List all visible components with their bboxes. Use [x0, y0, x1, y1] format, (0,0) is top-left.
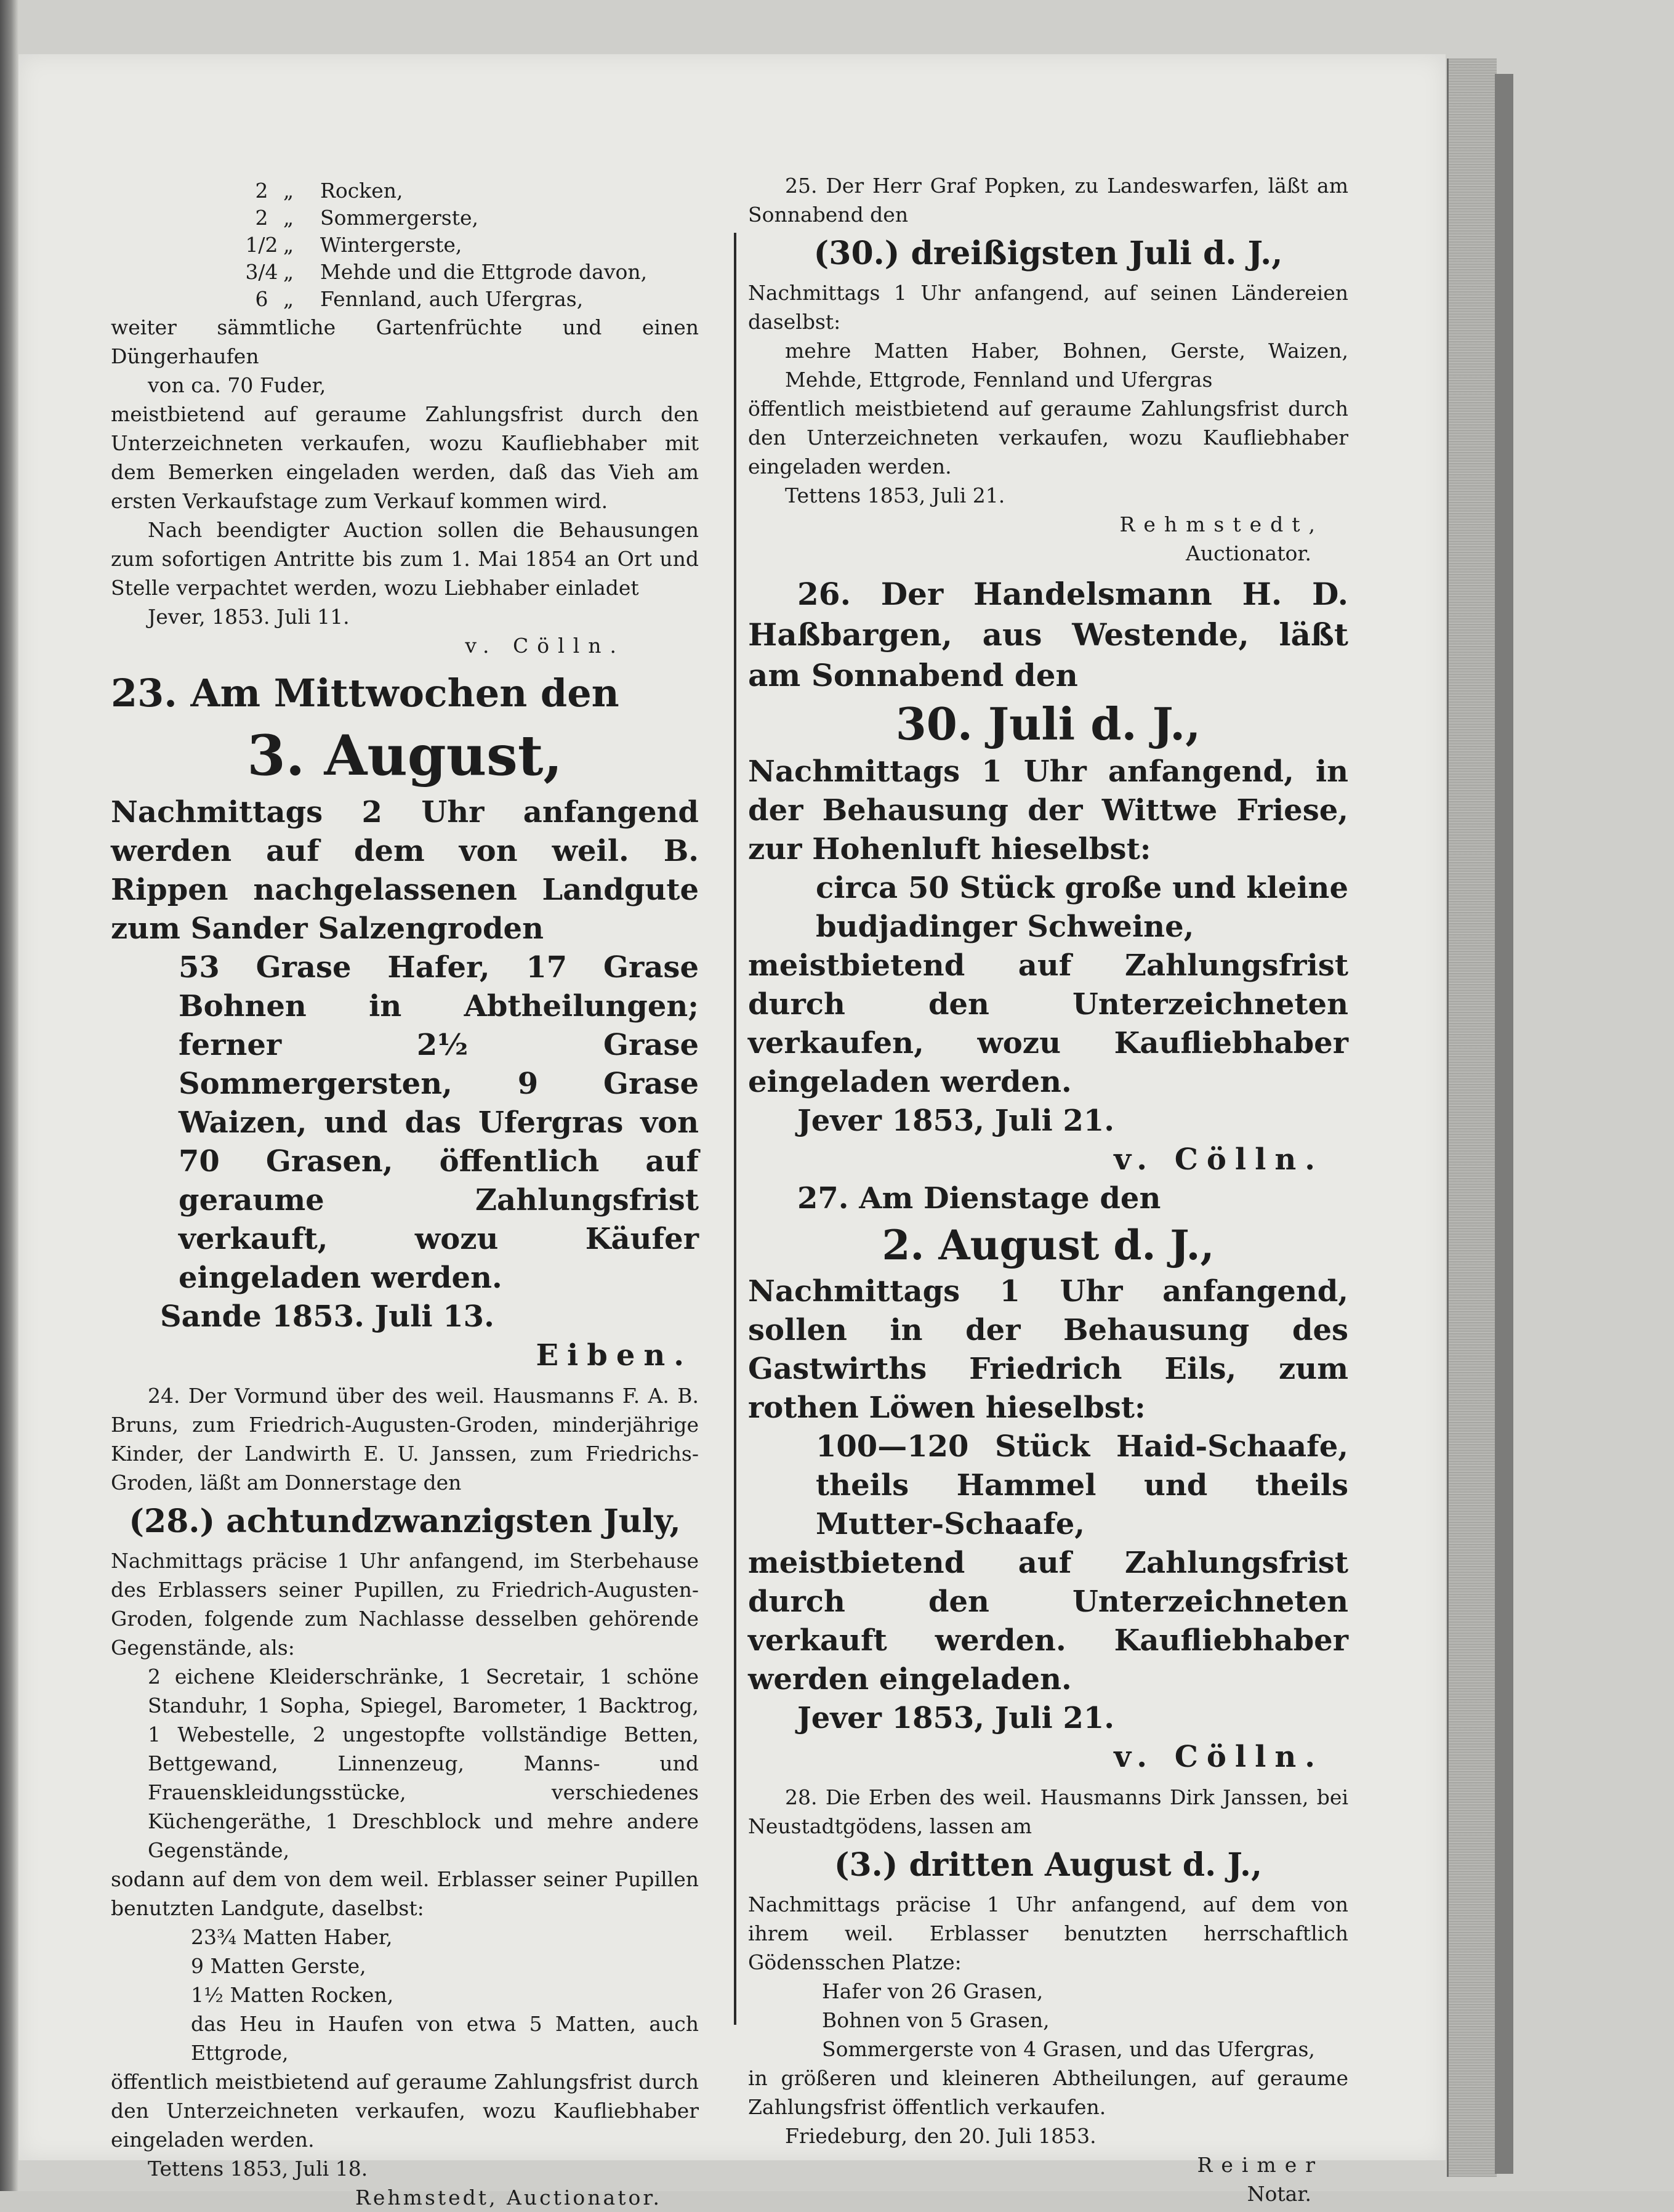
book-spine [1447, 59, 1497, 2177]
page [18, 54, 1446, 2210]
paragraph: mehre Matten Haber, Bohnen, Gerste, Waizen, Mehde, Ettgrode, Fennland und Ufergras [785, 339, 1348, 392]
signature: Reimer [1197, 2153, 1324, 2177]
paragraph: 100—120 Stück Haid-Schaafe, theils Hammel und theils Mutter-Schaafe, [816, 1429, 1348, 1541]
list-count: 2 [255, 179, 268, 203]
signature: v. Cölln. [1114, 1142, 1324, 1177]
place-date: Tettens 1853, Juli 21. [785, 483, 1005, 507]
list-text: Mehde und die Ettgrode davon, [320, 260, 648, 284]
signature-title: Auctionator. [1186, 541, 1311, 565]
paragraph: öffentlich meistbietend auf geraume Zahlungsfrist durch den Unterzeichneten verkaufen, wozu Kaufliebhaber eingeladen werden. [748, 397, 1348, 478]
list-count: 6 [255, 287, 268, 311]
column-rule [734, 233, 736, 2025]
ditto-mark: „ [283, 260, 294, 284]
place-date: Tettens 1853, Juli 18. [148, 2157, 368, 2181]
left-column [111, 177, 699, 2212]
list-item [240, 286, 699, 313]
paragraph: Nachmittags 1 Uhr anfangend, in der Behausung der Wittwe Friese, zur Hohenluft hieselbst: [748, 754, 1348, 866]
list-item: das Heu in Haufen von etwa 5 Matten, auch Ettgrode, [191, 2012, 699, 2065]
paragraph: von ca. 70 Fuder, [148, 373, 326, 397]
paragraph: Nachmittags präcise 1 Uhr anfangend, auf dem von ihrem weil. Erblasser benutzten herrschaftlich Gödensschen Platze: [748, 1892, 1348, 1974]
notice-date: 2. August d. J., [882, 1221, 1215, 1269]
paragraph: sodann auf dem von dem weil. Erblasser seiner Pupillen benutzten Landgute, daselbst: [111, 1867, 699, 1920]
grain-list [111, 1923, 699, 2067]
crop-list [111, 177, 699, 313]
ditto-mark: „ [283, 287, 294, 311]
signature-title: Notar. [1247, 2182, 1311, 2206]
list-item [240, 232, 699, 259]
paragraph: meistbietend auf Zahlungsfrist durch den Unterzeichneten verkauft werden. Kaufliebhaber werden eingeladen. [748, 1546, 1348, 1697]
list-item [240, 259, 699, 286]
paragraph: meistbietend auf geraume Zahlungsfrist durch den Unterzeichneten verkaufen, wozu Kaufliebhaber mit dem Bemerken eingeladen werden, daß das Vieh am ersten Verkaufstage zum Verkauf kommen wird. [111, 402, 699, 513]
signature: Rehmstedt, [1119, 512, 1324, 536]
paragraph: 2 eichene Kleiderschränke, 1 Secretair, 1 schöne Standuhr, 1 Sopha, Spiegel, Barometer, 1 Backtrog, 1 Webestelle, 2 ungestopfte vollständige Betten, Bettgewand, Linnenzeug, Manns- und Frauenskleidungsstücke, verschiedenes Küchengeräthe, 1 Dreschblock und mehre andere Gegenstände, [148, 1665, 699, 1862]
list-count: 1/2 [245, 233, 278, 257]
paragraph: 28. Die Erben des weil. Hausmanns Dirk Janssen, bei Neustadtgödens, lassen am [748, 1785, 1348, 1838]
place-date: Jever 1853, Juli 21. [797, 1104, 1114, 1138]
list-text: Wintergerste, [320, 233, 462, 257]
list-item: Sommergerste von 4 Grasen, und das Ufergras, [822, 2037, 1315, 2061]
paragraph: 26. Der Handelsmann H. D. Haßbargen, aus Westende, läßt am Sonnabend den [748, 576, 1348, 693]
notice-date: 30. Juli d. J., [895, 698, 1201, 750]
list-item: Hafer von 26 Grasen, [822, 1979, 1044, 2003]
ditto-mark: „ [283, 179, 294, 203]
place-date: Jever, 1853. Juli 11. [148, 605, 350, 629]
paragraph: öffentlich meistbietend auf geraume Zahlungsfrist durch den Unterzeichneten verkaufen, wozu Kaufliebhaber eingeladen werden. [111, 2070, 699, 2152]
ditto-mark: „ [283, 233, 294, 257]
list-text: Sommergerste, [320, 206, 479, 230]
paragraph: Nach beendigter Auction sollen die Behausungen zum sofortigen Antritte bis zum 1. Mai 1854 an Ort und Stelle verpachtet werden, wozu Liebhaber einladet [111, 518, 699, 600]
place-date: Jever 1853, Juli 21. [797, 1701, 1114, 1735]
list-item [240, 204, 699, 232]
paragraph: 24. Der Vormund über des weil. Hausmanns F. A. B. Bruns, zum Friedrich-Augusten-Groden, minderjährige Kinder, der Landwirth E. U. Janssen, zum Friedrichs-Groden, läßt am Donnerstage den [111, 1384, 699, 1495]
notice-heading: 23. Am Mittwochen den [111, 671, 619, 716]
signature: v. Cölln. [1114, 1740, 1324, 1774]
paragraph: weiter sämmtliche Gartenfrüchte und einen Düngerhaufen [111, 315, 699, 368]
notice-date: (30.) dreißigsten Juli d. J., [813, 235, 1283, 272]
list-item [240, 177, 699, 204]
paragraph: in größeren und kleineren Abtheilungen, auf geraume Zahlungsfrist öffentlich verkaufen. [748, 2066, 1348, 2119]
list-count: 2 [255, 206, 268, 230]
list-text: Fennland, auch Ufergras, [320, 287, 584, 311]
signature: v. Cölln. [465, 634, 625, 658]
paragraph: Nachmittags 2 Uhr anfangend werden auf dem von weil. B. Rippen nachgelassenen Landgute zum Sander Salzengroden [111, 795, 699, 946]
notice-heading: 27. Am Dienstage den [797, 1181, 1161, 1216]
paragraph: meistbietend auf Zahlungsfrist durch den Unterzeichneten verkaufen, wozu Kaufliebhaber eingeladen werden. [748, 948, 1348, 1099]
signature: Rehmstedt, Auctionator. [355, 2186, 662, 2210]
right-column [748, 171, 1348, 2208]
page-edge [1495, 74, 1513, 2174]
paragraph: 25. Der Herr Graf Popken, zu Landeswarfen, läßt am Sonnabend den [748, 174, 1348, 227]
notice-date: (3.) dritten August d. J., [834, 1846, 1263, 1884]
place-date: Sande 1853. Juli 13. [160, 1299, 494, 1334]
list-item: Bohnen von 5 Grasen, [822, 2008, 1050, 2032]
list-count: 3/4 [245, 260, 278, 284]
paragraph: Nachmittags 1 Uhr anfangend, auf seinen Ländereien daselbst: [748, 281, 1348, 334]
ditto-mark: „ [283, 206, 294, 230]
notice-date: (28.) achtundzwanzigsten July, [129, 1503, 681, 1540]
signature: Eiben. [536, 1338, 693, 1373]
paragraph: Nachmittags 1 Uhr anfangend, sollen in der Behausung des Gastwirths Friedrich Eils, zum rothen Löwen hieselbst: [748, 1274, 1348, 1425]
list-item: 9 Matten Gerste, [191, 1954, 366, 1978]
paragraph: Nachmittags präcise 1 Uhr anfangend, im Sterbehause des Erblassers seiner Pupillen, zu Friedrich-Augusten-Groden, folgende zum Nachlasse desselben gehörende Gegenstände, als: [111, 1549, 699, 1660]
place-date: Friedeburg, den 20. Juli 1853. [785, 2124, 1097, 2148]
harvest-list [748, 1977, 1348, 2064]
notice-date: 3. August, [247, 723, 563, 788]
list-item: 1½ Matten Rocken, [191, 1983, 394, 2007]
paragraph: 53 Grase Hafer, 17 Grase Bohnen in Abtheilungen; ferner 2½ Grase Sommergersten, 9 Grase Waizen, und das Ufergras von 70 Grasen, öffentlich auf geraume Zahlungsfrist verkauft, wozu Käufer eingeladen werden. [179, 950, 699, 1295]
list-item: 23¾ Matten Haber, [191, 1925, 393, 1949]
paragraph: circa 50 Stück große und kleine budjadinger Schweine, [816, 871, 1348, 944]
list-text: Rocken, [320, 179, 403, 203]
